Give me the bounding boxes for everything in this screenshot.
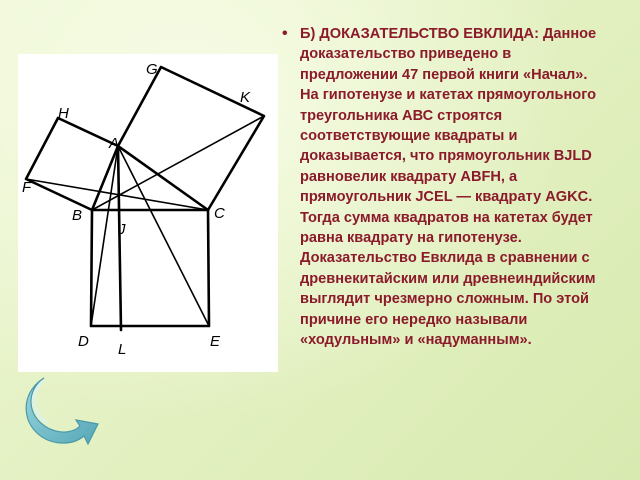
line-ad <box>91 146 118 326</box>
label-l: L <box>118 341 127 358</box>
label-b: B <box>72 207 83 224</box>
bullet-icon: • <box>282 25 288 42</box>
square-abfh <box>26 118 118 210</box>
label-a: A <box>109 135 120 152</box>
curved-arrow-icon <box>22 372 112 462</box>
label-e: E <box>210 333 221 350</box>
label-j: J <box>118 221 126 238</box>
euclid-figure <box>18 54 278 372</box>
slide-text <box>282 24 610 351</box>
square-bcde <box>91 210 209 326</box>
line-fc <box>26 179 208 210</box>
label-k: K <box>240 89 251 106</box>
altitude-line <box>118 146 121 330</box>
label-d: D <box>78 333 89 350</box>
label-f: F <box>22 179 32 196</box>
label-c: C <box>214 205 225 222</box>
label-g: G <box>146 61 158 78</box>
line-ae <box>118 146 209 326</box>
label-h: H <box>58 105 69 122</box>
euclid-diagram <box>18 54 278 372</box>
proof-paragraph: Б) ДОКАЗАТЕЛЬСТВО ЕВКЛИДА: Данное доказательство приведено в предложении 47 первой книги «Начал». На гипотенузе и катетах прямоугольного треугольника АВС строятся соответствующие квадраты и доказывается, что прямоугольник BJLD равновелик квадрату ABFH, а прямоугольник JCEL — квадрату AGKC. Тогда сумма квадратов на катетах будет равна квадрату на гипотенузе. Доказательство Евклида в сравнении с древнекитайским или древнеиндийским выглядит чрезмерно сложным. По этой причине его нередко называли «ходульным» и «надуманным». <box>300 26 597 349</box>
